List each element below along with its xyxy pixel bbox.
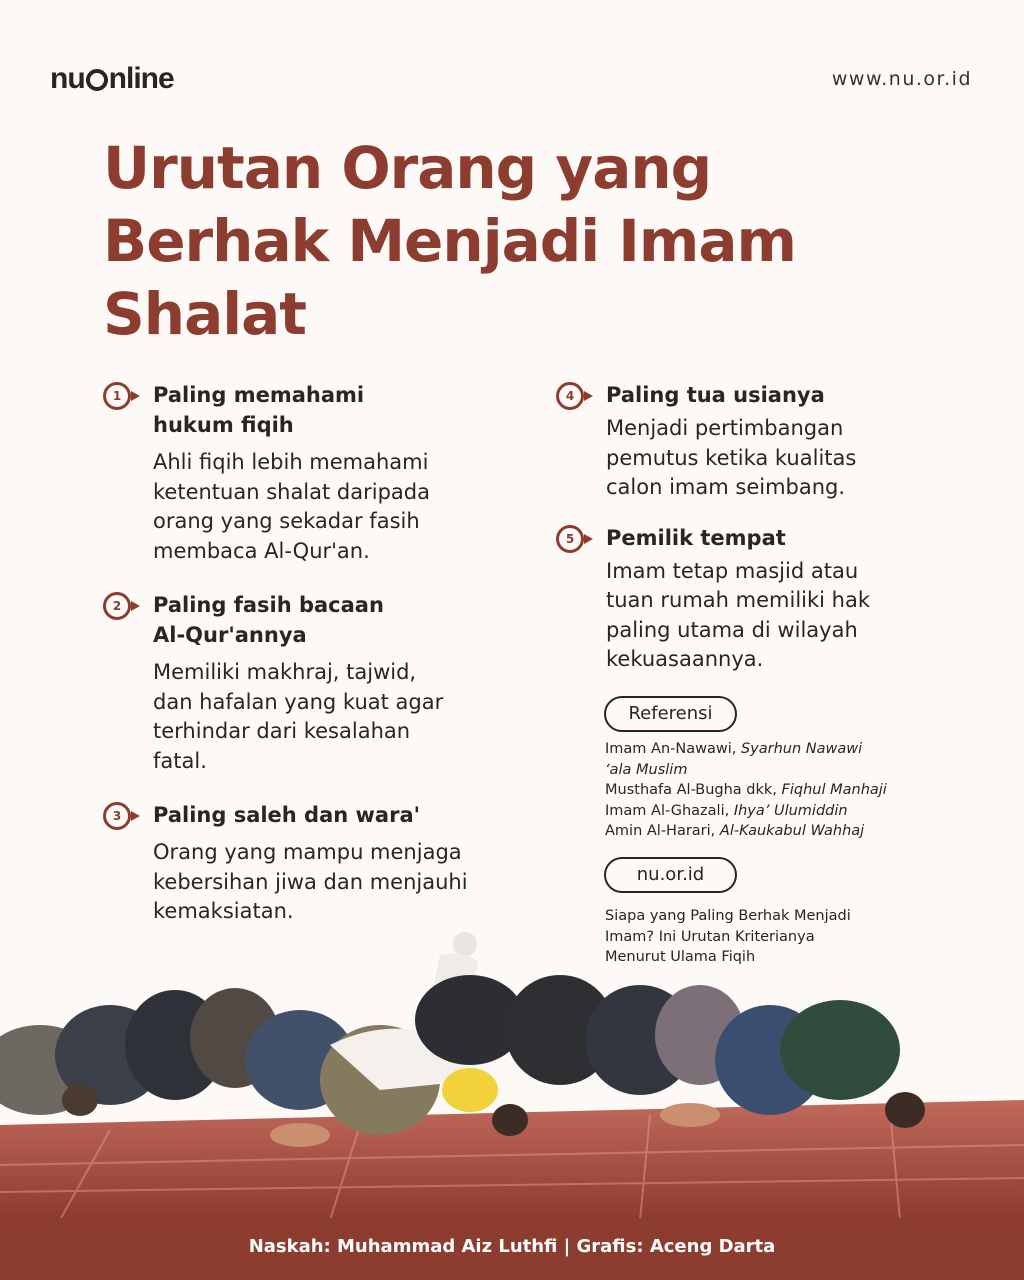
criteria-description: Ahli fiqih lebih memahami ketentuan shalat daripada orang yang sekadar fasih membaca Al-Qur'an.	[153, 450, 430, 563]
number-badge-1: 1	[103, 382, 131, 410]
criteria-item-1	[103, 380, 523, 566]
criteria-title: Paling saleh dan wara'	[153, 803, 421, 827]
criteria-title: Pemilik tempat	[606, 525, 786, 550]
criteria-title: Paling fasih bacaan Al-Qur'annya	[153, 593, 384, 647]
right-column	[556, 380, 926, 701]
nu-online-logo	[50, 62, 174, 96]
number-badge-2: 2	[103, 592, 131, 620]
praying-congregation-illustration	[0, 930, 1024, 1220]
reference-entry: ‘ala Muslim	[605, 761, 688, 778]
references-label: Referensi	[604, 696, 737, 732]
criteria-title: Paling memahami hukum fiqih	[153, 383, 365, 437]
reference-entry: Musthafa Al-Bugha dkk, Fiqhul Manhaji	[605, 782, 887, 798]
references-list	[605, 739, 887, 842]
criteria-item-3	[103, 800, 523, 927]
footer-credits: Naskah: Muhammad Aiz Luthfi | Grafis: Aceng Darta	[0, 1218, 1024, 1280]
source-link-button[interactable]: nu.or.id	[604, 857, 737, 893]
criteria-description: Orang yang mampu menjaga kebersihan jiwa dan menjauhi kemaksiatan.	[153, 840, 468, 923]
reference-entry: Amin Al-Harari, Al-Kaukabul Wahhaj	[605, 823, 865, 839]
logo-ring-icon	[86, 69, 108, 91]
source-article-title[interactable]: Siapa yang Paling Berhak Menjadi Imam? Ini Urutan Kriterianya Menurut Ulama Fiqih	[605, 908, 851, 965]
page-title: Urutan Orang yang Berhak Menjadi Imam Shalat	[103, 134, 796, 348]
number-badge-3: 3	[103, 802, 131, 830]
website-url[interactable]: www.nu.or.id	[831, 68, 972, 90]
reference-entry: Imam Al-Ghazali, Ihya’ Ulumiddin	[605, 802, 848, 819]
number-badge-5: 5	[556, 525, 584, 553]
criteria-item-4	[556, 380, 926, 503]
logo-text-nu: nu	[50, 62, 85, 95]
criteria-item-5	[556, 523, 926, 675]
logo-text-nline: nline	[108, 62, 174, 95]
criteria-description: Imam tetap masjid atau tuan rumah memiliki hak paling utama di wilayah kekuasaannya.	[606, 558, 870, 671]
criteria-item-2	[103, 590, 523, 776]
left-column	[103, 380, 523, 953]
reference-entry: Imam An-Nawawi, Syarhun Nawawi	[605, 741, 863, 757]
criteria-title: Paling tua usianya	[606, 383, 825, 407]
criteria-description: Menjadi pertimbangan pemutus ketika kualitas calon imam seimbang.	[606, 416, 857, 499]
number-badge-4: 4	[556, 382, 584, 410]
criteria-description: Memiliki makhraj, tajwid, dan hafalan yang kuat agar terhindar dari kesalahan fatal.	[153, 660, 444, 773]
